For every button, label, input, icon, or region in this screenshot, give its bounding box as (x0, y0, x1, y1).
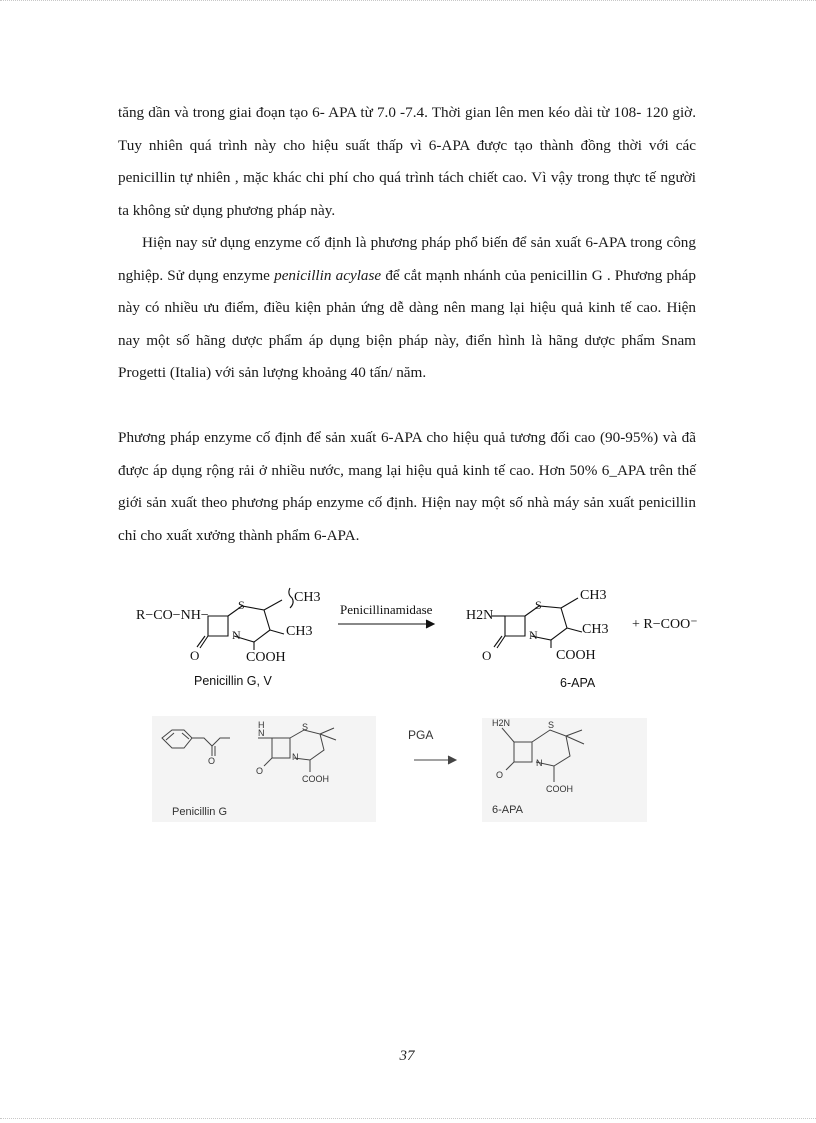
product-h2n: H2N (466, 608, 494, 623)
reactant-oxygen-label: O (190, 648, 200, 663)
r-group-label: R−CO−NH− (136, 608, 209, 623)
product-cooh: COOH (556, 648, 596, 663)
reactant-wavy-bond (289, 588, 293, 608)
enzyme-name-italic: penicillin acylase (274, 266, 382, 284)
paragraph-2-part-1: Hiện nay sử dụng enzyme cố định là phương pháp phổ biến để sản xuất 6-APA trong công nghiệp. Sử dụng enzyme (118, 234, 696, 284)
product-nitrogen-label: N (529, 628, 538, 642)
enzyme-pga: PGA (408, 728, 434, 742)
apa-label: 6-APA (492, 804, 523, 816)
paragraph-1-text: tăng dần và trong giai đoạn tạo 6- APA từ 7.0 -7.4. Thời gian lên men kéo dài từ 108- 120 giờ. Tuy nhiên quá trình này cho hiệu suất thấp vì 6-APA được tạo thành đồng thời với các penicillin tự nhiên , mặc khác chi phí cho quá trình tách chiết cao. Vì vậy trong thực tế người ta không sử dụng phương pháp này. (118, 104, 696, 219)
penicillin-sulfur-label: S (302, 722, 309, 732)
reactant-methyl-bond-1 (264, 600, 282, 610)
page-bottom-border (0, 1118, 816, 1119)
amide-nitrogen-label: N (258, 728, 265, 738)
paragraph-3-text: Phương pháp enzyme cố định để sản xuất 6-APA cho hiệu quả tương đối cao (90-95%) và đã được áp dụng rộng rải ở nhiều nước, mang lại hiệu quả kinh tế cao. Hơn 50% 6_APA trên thế giới sản xuất theo phương pháp enzyme cố định. Hiện nay một số nhà máy sản xuất penicillin chỉ cho xuất xưởng thành phẩm 6-APA. (118, 429, 696, 544)
reaction-scheme-1 (130, 578, 730, 696)
side-chain (192, 738, 230, 746)
penicillin-g-label: Penicillin G (172, 806, 228, 818)
apa-oxygen-label: O (496, 770, 504, 780)
penicillin-nitrogen-label: N (292, 752, 299, 762)
paragraph-1 (118, 97, 696, 227)
reactant-cooh: COOH (246, 650, 286, 665)
reactant-label: Penicillin G, V (194, 674, 272, 688)
product-beta-lactam-ring (505, 616, 525, 636)
reactant-ch3-bottom: CH3 (286, 624, 313, 639)
paragraph-2 (118, 227, 696, 390)
apa-sulfur-label: S (548, 720, 555, 730)
product-ch3-bottom: CH3 (582, 622, 609, 637)
apa-beta-lactam-ring (514, 742, 532, 762)
reaction-scheme-2 (152, 716, 647, 824)
reactant-sulfur-label: S (238, 598, 245, 612)
penicillin-cooh: COOH (302, 774, 329, 784)
page-top-border (0, 0, 816, 1)
amide-hydrogen-label: H (258, 720, 265, 730)
reactant-ch3-top: CH3 (294, 590, 321, 605)
product-ch3-top: CH3 (580, 588, 607, 603)
apa-nitrogen-label: N (536, 758, 543, 768)
penicillin-beta-lactam-ring (272, 738, 290, 758)
enzyme-penicillinamidase: Penicillinamidase (340, 602, 433, 617)
apa-cooh: COOH (546, 784, 573, 794)
product-oxygen-label: O (482, 648, 492, 663)
paragraph-2-text (118, 227, 696, 390)
paragraph-2-part-2: để cắt mạnh nhánh của penicillin G . Phương pháp này có nhiều ưu điểm, điều kiện phản ứng dễ dàng nên mang lại hiệu quả kinh tế cao. Hiện nay một số hãng dược phẩm áp dụng biện pháp này, điển hình là hãng dược phẩm Snam Progetti (Italia) với sản lượng khoảng 40 tấn/ năm. (118, 266, 696, 381)
apa-h2n: H2N (492, 718, 511, 728)
product-label: 6-APA (560, 676, 596, 690)
penicillin-ketone-oxygen: O (208, 756, 216, 766)
paragraph-3 (118, 422, 696, 552)
page-number: 37 (399, 1048, 415, 1064)
penicillin-lactam-oxygen: O (256, 766, 264, 776)
product-sulfur-label: S (535, 598, 542, 612)
reactant-nitrogen-label: N (232, 628, 241, 642)
byproduct-carboxylate: + R−COO⁻ (632, 617, 698, 632)
reactant-beta-lactam-ring (208, 616, 228, 636)
reactant-methyl-bond-2 (270, 630, 284, 634)
